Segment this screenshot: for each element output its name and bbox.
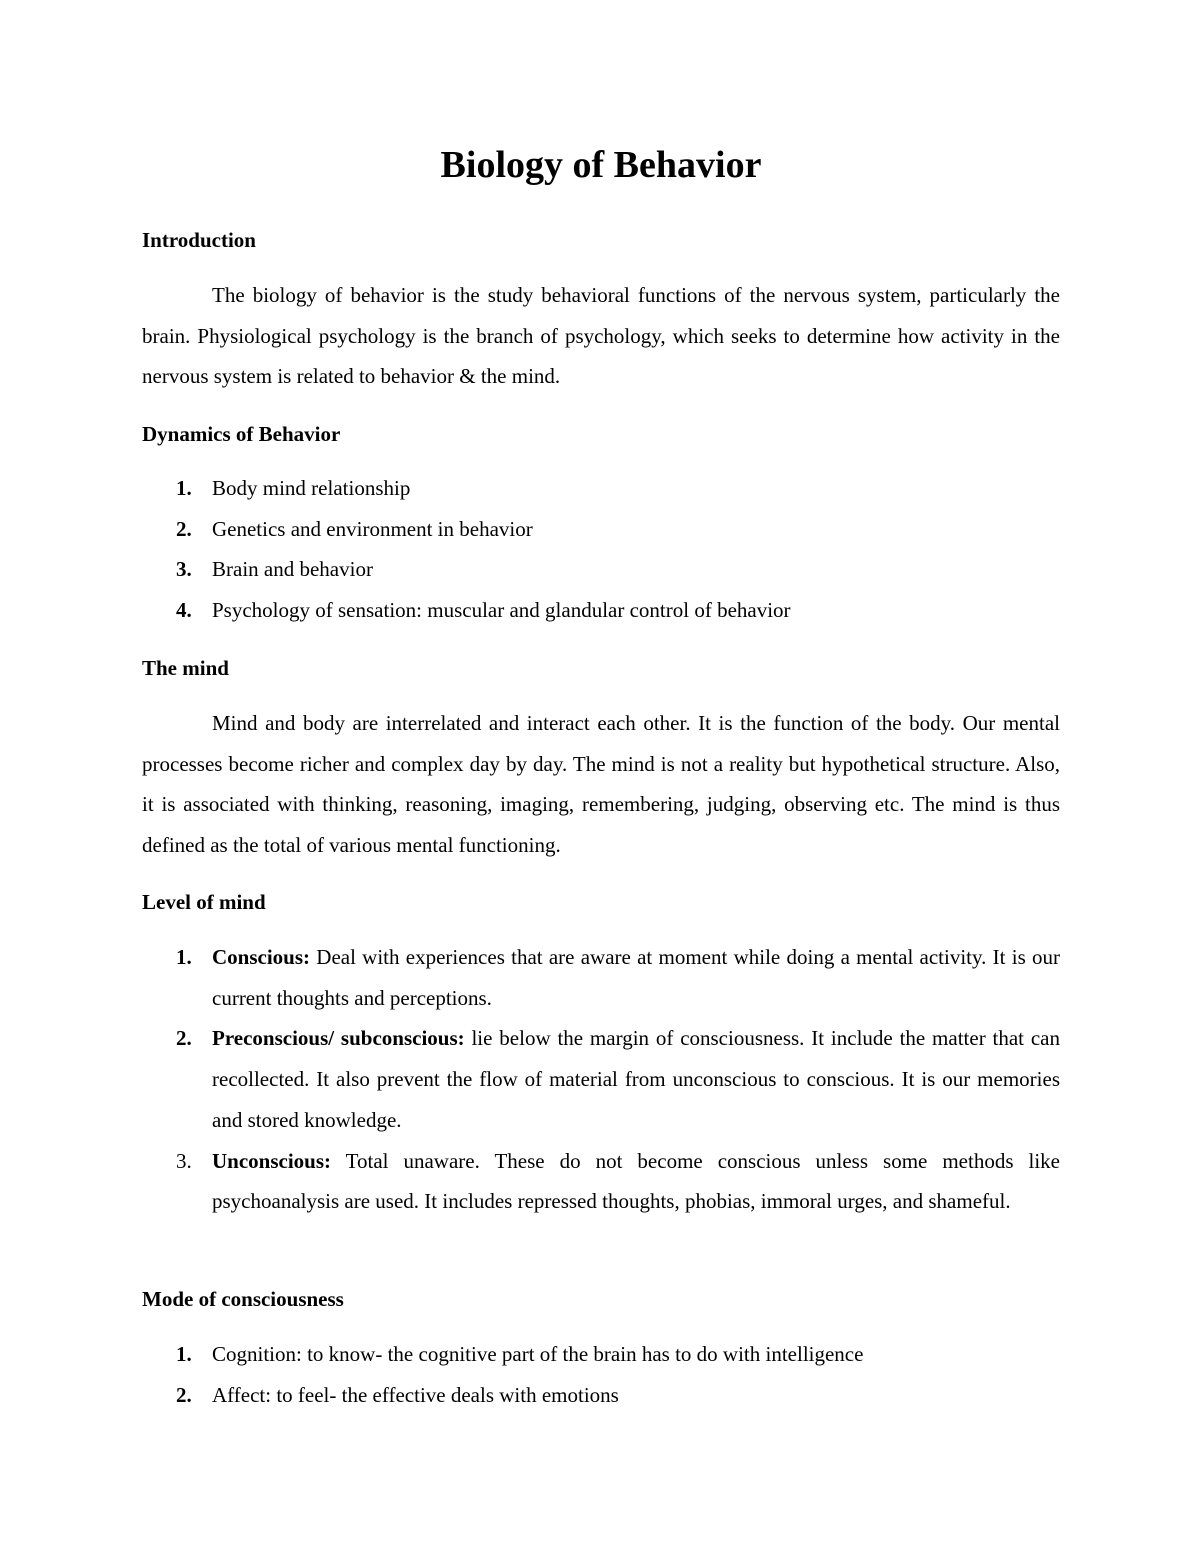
term-preconscious: Preconscious/ subconscious: (212, 1026, 465, 1051)
document-page (142, 0, 1060, 1553)
list-item-number: 1. (176, 1342, 192, 1366)
paragraph-introduction: The biology of behavior is the study behavioral functions of the nervous system, particularly the brain. Physiological psychology is the branch of psychology, which seeks to determine how activity in the nervous system is related to behavior & the mind. (142, 283, 1060, 389)
list-item-text: Cognition: to know- the cognitive part of the brain has to do with intelligence (212, 1342, 864, 1366)
list-item (142, 1375, 1060, 1416)
list-item-number: 1. (176, 945, 192, 969)
heading-mode-of-consciousness: Mode of consciousness (142, 1287, 344, 1311)
heading-the-mind: The mind (142, 656, 229, 680)
list-item (142, 468, 1060, 509)
paragraph-the-mind: Mind and body are interrelated and interact each other. It is the function of the body. Our mental processes become richer and complex day by day. The mind is not a reality but hypothetical structure. Also, it is associated with thinking, reasoning, imaging, remembering, judging, observing etc. The mind is thus defined as the total of various mental functioning. (142, 711, 1060, 858)
term-unconscious: Unconscious: (212, 1148, 332, 1173)
term-conscious: Conscious: (212, 945, 311, 969)
list-mode-of-consciousness (142, 1334, 1060, 1415)
list-item-number: 1. (176, 476, 192, 500)
list-item-text: Total unaware. These do not become conscious unless some methods like psychoanalysis are used. It includes repressed thoughts, phobias, immoral urges, and shameful. (212, 1148, 1060, 1214)
list-item-text: Deal with experiences that are aware at moment while doing a mental activity. It is our current thoughts and perceptions. (212, 945, 1060, 1010)
heading-introduction: Introduction (142, 228, 256, 252)
list-item-text: Brain and behavior (212, 557, 373, 582)
list-item-number: 2. (176, 1382, 192, 1407)
list-item-text: Genetics and environment in behavior (212, 516, 533, 541)
list-item (142, 590, 1060, 631)
heading-level-of-mind: Level of mind (142, 890, 266, 914)
heading-dynamics-of-behavior: Dynamics of Behavior (142, 422, 341, 446)
list-item-text: lie below the margin of consciousness. It include the matter that can recollected. It also prevent the flow of material from unconscious to conscious. It is our memories and stored knowledge. (212, 1026, 1060, 1132)
list-item (142, 1141, 1060, 1222)
list-item-number: 3. (176, 1148, 192, 1173)
list-item (142, 937, 1060, 1018)
list-dynamics-of-behavior (142, 468, 1060, 631)
list-item (142, 549, 1060, 590)
list-item (142, 509, 1060, 550)
list-item (142, 1334, 1060, 1375)
page-title: Biology of Behavior (440, 144, 762, 186)
list-level-of-mind (142, 937, 1060, 1222)
list-item-number: 3. (176, 557, 192, 582)
list-item (142, 1018, 1060, 1140)
list-item-number: 2. (176, 1026, 192, 1051)
list-item-text: Psychology of sensation: muscular and glandular control of behavior (212, 598, 791, 623)
list-item-number: 4. (176, 598, 192, 623)
list-item-text: Body mind relationship (212, 476, 411, 500)
list-item-text: Affect: to feel- the effective deals with emotions (212, 1382, 619, 1407)
list-item-number: 2. (176, 516, 192, 541)
